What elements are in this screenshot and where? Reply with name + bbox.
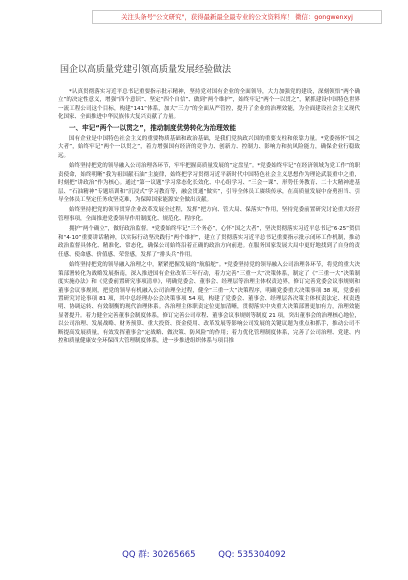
section-heading: 一、牢记“两个一以贯之”，推动制度优势转化为治理效能 xyxy=(69,123,236,132)
body-paragraph: 始终坚持把党的领导融入治理之中，紧紧把握发展的“航船舵”。*党委坚持党的领导融入公司治理各环节，将党的重大决策部署转化为战略发展指南，深入推进国有企业改革三年行动，着力完善“三重一大”决策体系，制定了《“三重一大”决策制度实施办法》和《党委前置研究事项清单》，明确党委会、董事会、经理层等治理主体权责边界，修订完善党委会议事规则和董事会议事规则，把党的领导有机融入公司治理全过程，健全“三重一大”决策程序，明确党委重大决策事项 38 项，党委前置研究讨论事项 81 项，其中总经理办公会决策事项 54 项，构建了党委会、董事会、经理层各决策主体权责法定、权责透明、协调运转、有效制衡的现代治理体系。各治理主体职责定位更加清晰，贯彻落实中央重大决策部署更加有力，治理效能显著提升。着力健全完善董事会制度体系，修订完善公司章程、董事会议事规则等制度 21 项，突出董事会的治理核心地位，以公司治理、发展战略、财务预算、重大投资、资金使用、改革发展等影响公司发展的关键议题为重点和抓手，推动公司不断提高发展质量，有效发挥董事会“定战略、做决策、防风险”的作用；着力优化管理制度体系，完善了公司治理、党建、内控和质量健康安全环保四大管理制度体系，进一步推进组织体系与项目推 xyxy=(58,262,360,345)
qq-group-number: QQ 群: 30265665 xyxy=(122,550,196,560)
qq-number: QQ: 535304092 xyxy=(218,550,286,560)
footer-contact xyxy=(0,548,408,560)
document-title: 国企以高质量党建引领高质量发展经验做法 xyxy=(60,65,232,75)
body-paragraph: 拥护“两个确立”，做好政治监督。*党委始终牢记“三个务必”，心怀“国之大者”，坚决贯彻落实习近平总书记“6·25”贺信和“4·10”重要讲话精神，以实际行动坚决践行“两个维护”，建立了贯彻落实习近平总书记重要指示批示闭环工作机制，推动政治监督具体化、精准化、常态化，确保公司始终沿着正确的政治方向前进。在服务国家发展大局中更好地找到了自身的责任感、使命感、价值感、荣誉感，发挥了“排头兵”作用。 xyxy=(58,226,360,258)
body-paragraph: 始终坚持把党的领导贯穿企业改革发展全过程，发挥“把方向、管大局、保落实”作用，坚持党委前置研究讨论重大经营管理事项，全面推进党委领导作用制度化、规范化、程序化。 xyxy=(58,207,360,222)
document-body xyxy=(58,88,360,348)
header-banner[interactable]: 关注头条号"公文研究"，获得最新最全最专业的公文资料库！ 微信：gongwenxyj xyxy=(92,10,382,24)
body-paragraph: 国有企业是中国特色社会主义的重要物质基础和政治基础，是我们党执政兴国的重要支柱和依靠力量。*党委扬怀“国之大者”，始终牢记“两个一以贯之”，着力增强国有经济的竞争力、创新力、控制力、影响力和抗风险能力，确保企业行稳致远。 xyxy=(58,135,360,159)
body-paragraph: 始终坚持把党的领导融入公司治理各环节，牢牢把握高质量发展的“定盘星”。*党委始终牢记“在经济领域为党工作”的职责使命，始终明晰“我为祖国献石油”主旋律，始终把学习贯彻习近平新时代中国特色社会主义思想作为理论武装重中之重，时刻把“讲政治”作为核心。通过“第一议题”学习常态化长效化、中心组学习、“三会一课”、形势任务教育、二十大精神进基层、“石油精神”专题培训和“沉浸式”学习教育等，融会贯通“做实”，引导全体员工赓续传承，在高质量发展中奋勇担当、引导全体员工坚定任务攻坚克难，为保障国家能源安全做出贡献。 xyxy=(58,163,360,203)
body-paragraph: *认真贯彻落实习近平总书记重要指示批示精神，坚持党对国有企业的全面领导，大力加强党的建设，深刻领悟“两个确立”的决定性意义，增强“四个意识”、坚定“四个自信”、做到“两个维护”，始终牢记“两个一以贯之”，紧抓建设中国特色世界一流工程公司这个目标，构建“141”体系，加大“三力”的全面从严管控，提升了企业的治理效能，为全面建设社会主义现代化国家、全面推进中华民族伟大复兴贡献了力量。 xyxy=(58,89,360,121)
